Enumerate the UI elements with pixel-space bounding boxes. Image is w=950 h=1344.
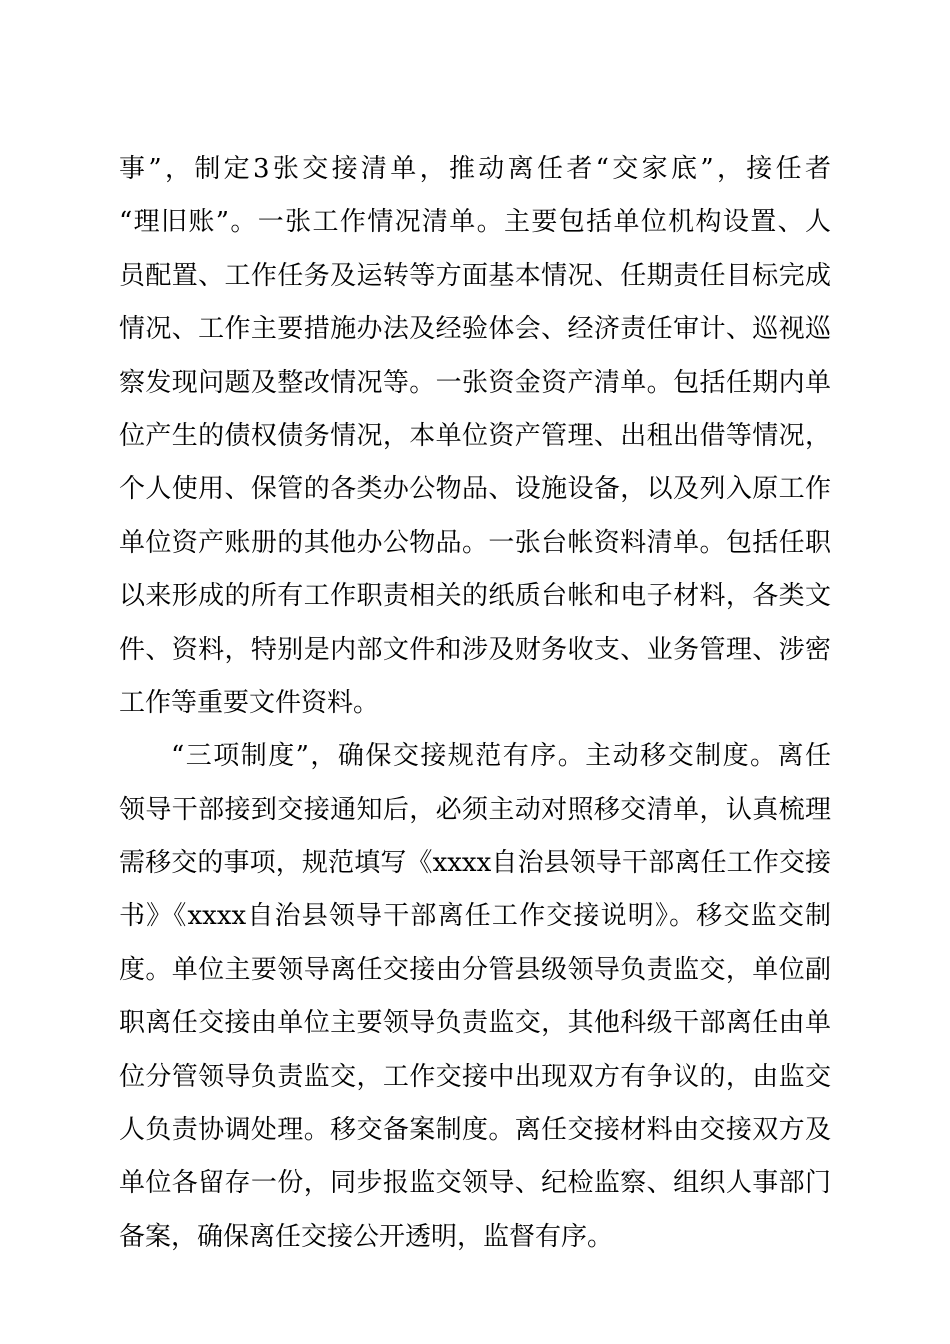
text-line: 以来形成的所有工作职责相关的纸质台帐和电子材料，各类文 <box>119 581 831 612</box>
text-line: 职离任交接由单位主要领导负责监交，其他科级干部离任由单 <box>119 1008 831 1039</box>
paragraph-2 <box>119 730 831 1264</box>
text-line: 个人使用、保管的各类办公物品、设施设备，以及列入原工作 <box>119 474 831 505</box>
text-line: 单位资产账册的其他办公物品。一张台帐资料清单。包括任职 <box>119 527 831 558</box>
body-text <box>119 143 831 1264</box>
text-line: 员配置、工作任务及运转等方面基本情况、任期责任目标完成 <box>119 260 831 291</box>
text-line: 位产生的债权债务情况，本单位资产管理、出租出借等情况， <box>119 420 831 451</box>
text-line: 情况、工作主要措施办法及经验体会、经济责任审计、巡视巡 <box>119 314 831 345</box>
text-line: 件、资料，特别是内部文件和涉及财务收支、业务管理、涉密 <box>119 634 831 665</box>
text-line: 单位各留存一份，同步报监交领导、纪检监察、组织人事部门 <box>119 1168 831 1199</box>
text-line: 需移交的事项，规范填写《xxxx自治县领导干部离任工作交接 <box>119 848 831 879</box>
text-line: 工作等重要文件资料。 <box>119 687 380 718</box>
paragraph-1 <box>119 143 831 730</box>
text-line: 人负责协调处理。移交备案制度。离任交接材料由交接双方及 <box>119 1115 831 1146</box>
text-line: 度。单位主要领导离任交接由分管县级领导负责监交，单位副 <box>119 954 831 985</box>
text-line: “理旧账”。一张工作情况清单。主要包括单位机构设置、人 <box>119 207 831 238</box>
text-line: 书》《xxxx自治县领导干部离任工作交接说明》。移交监交制 <box>119 901 831 932</box>
text-line: 领导干部接到交接通知后，必须主动对照移交清单，认真梳理 <box>119 794 831 825</box>
text-line: 位分管领导负责监交，工作交接中出现双方有争议的，由监交 <box>119 1061 831 1092</box>
text-line: 事”，制定3张交接清单，推动离任者“交家底”，接任者 <box>119 154 831 184</box>
text-line: “三项制度”，确保交接规范有序。主动移交制度。离任 <box>171 741 831 772</box>
text-line: 备案，确保离任交接公开透明，监督有序。 <box>119 1221 614 1252</box>
text-line: 察发现问题及整改情况等。一张资金资产清单。包括任期内单 <box>119 367 831 398</box>
